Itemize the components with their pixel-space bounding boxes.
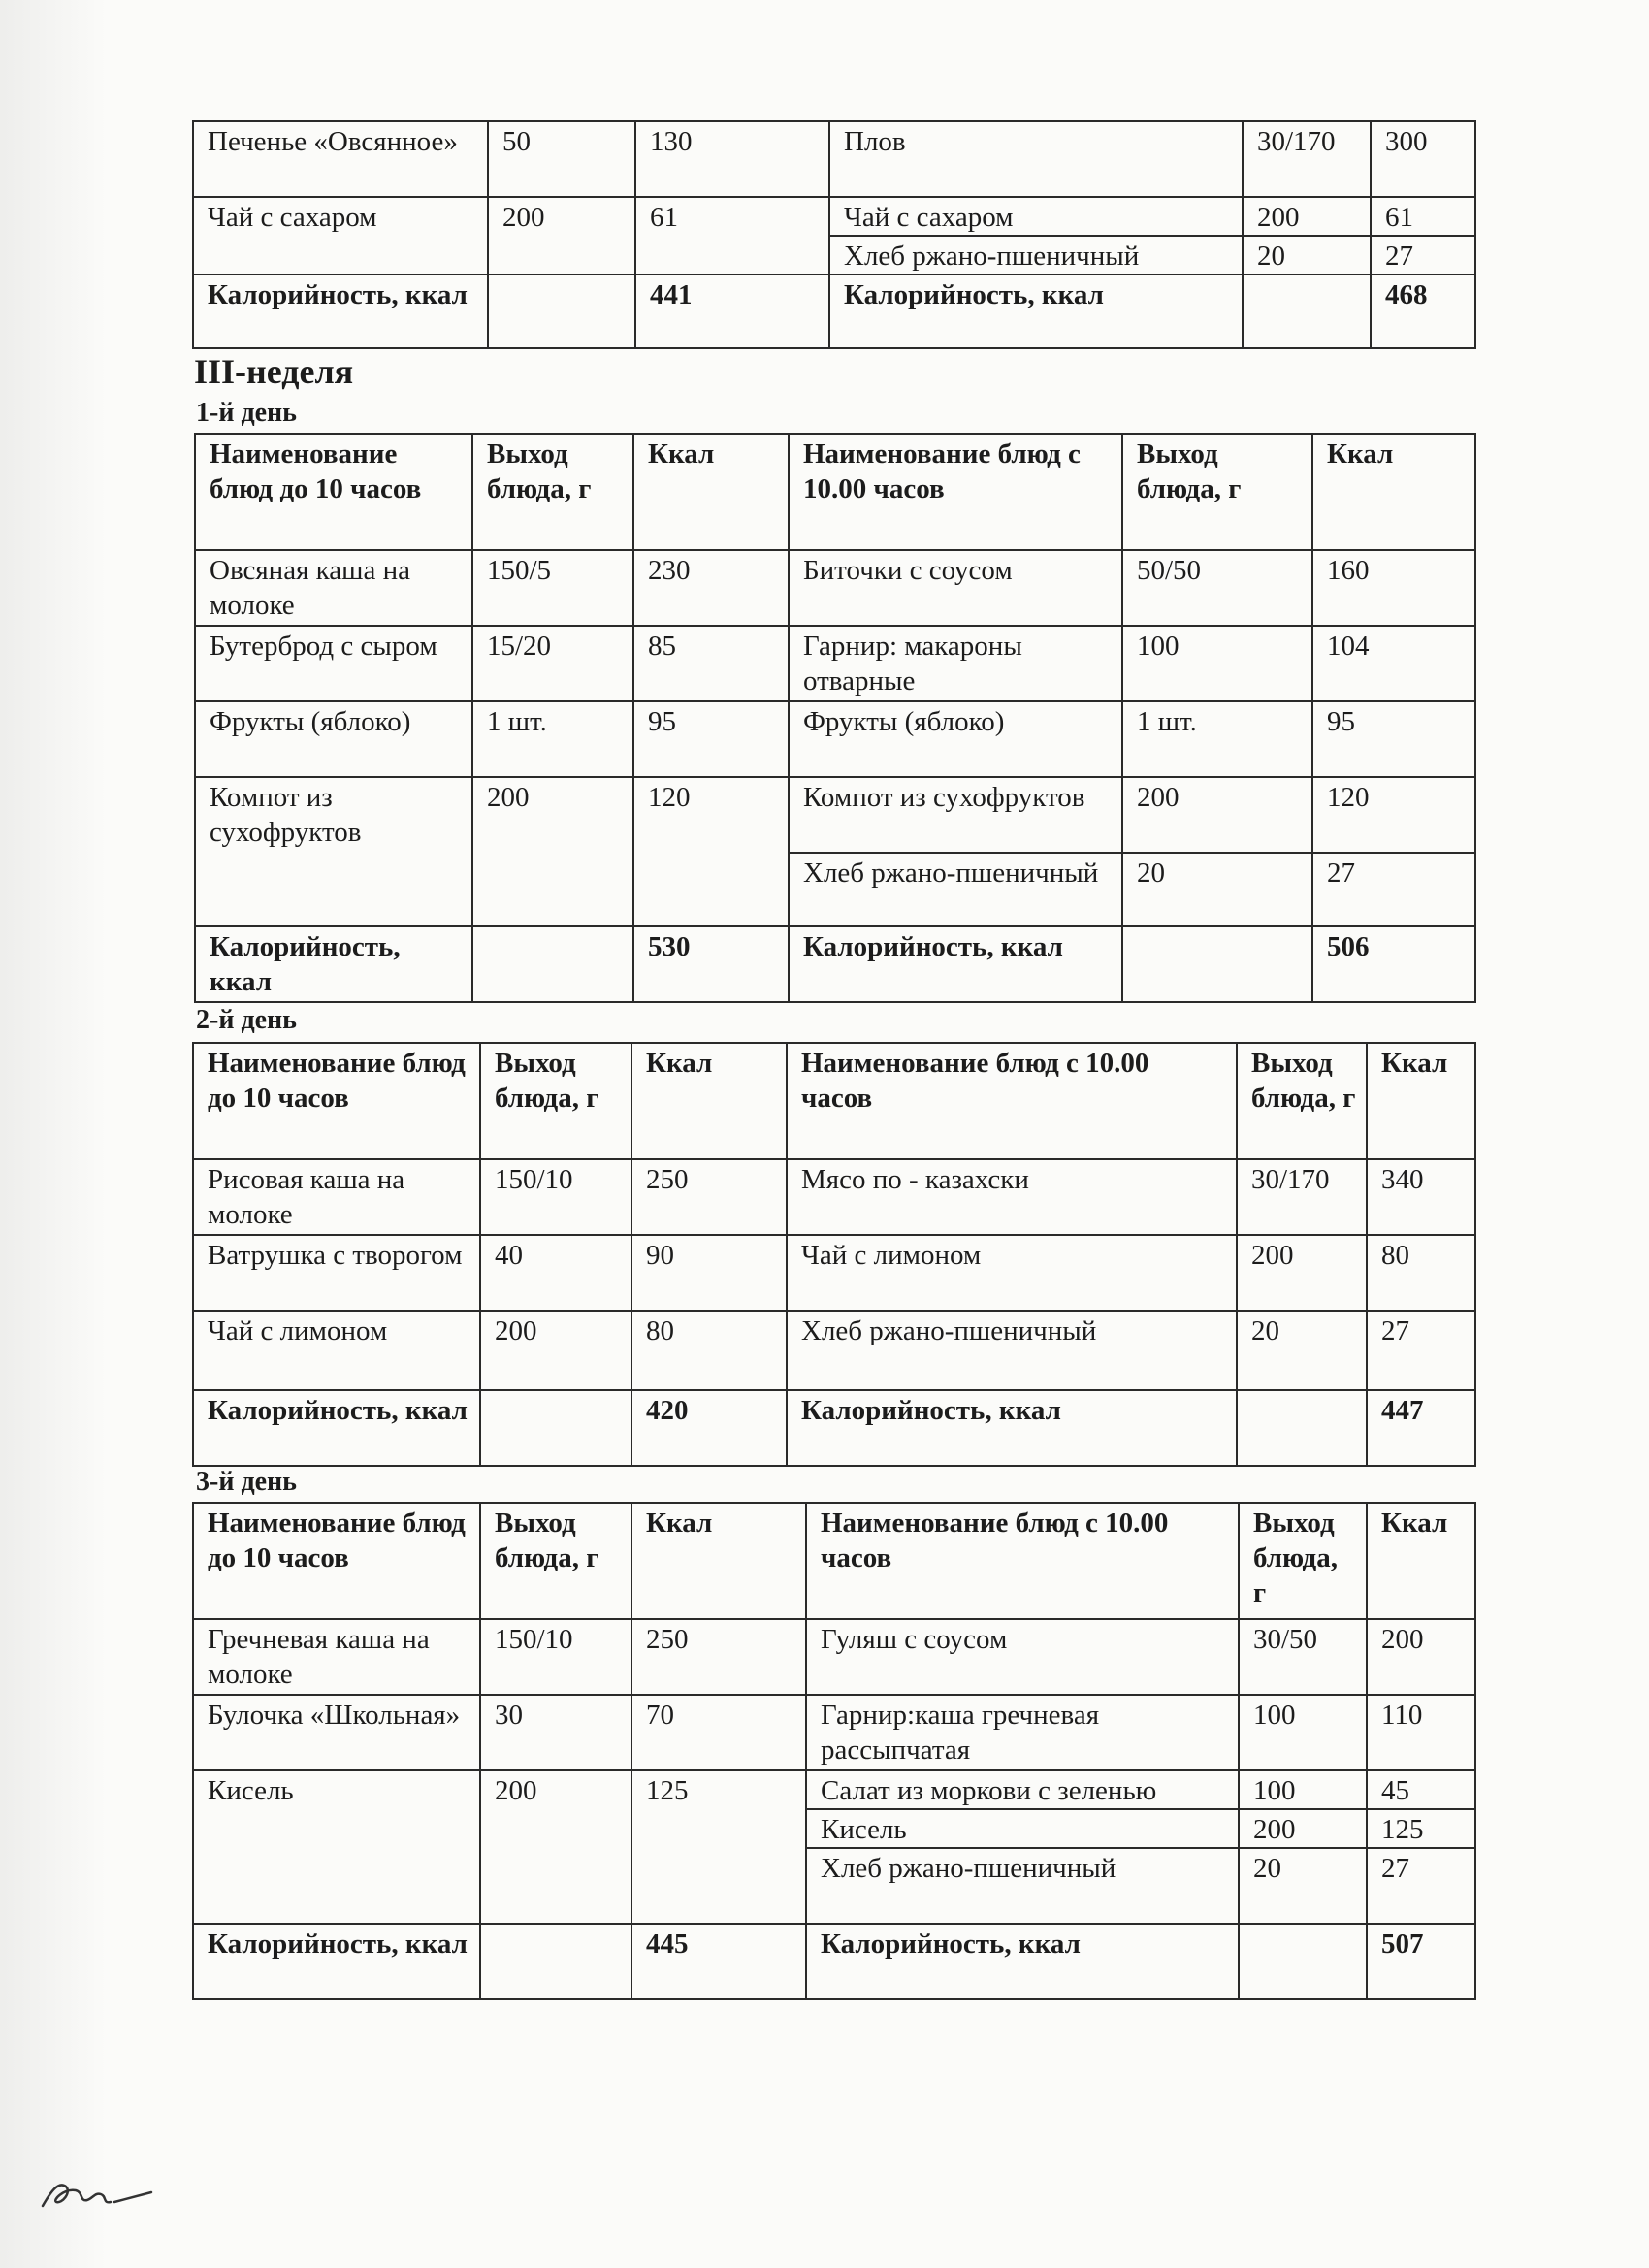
portion: 20 <box>1243 236 1371 275</box>
kcal: 300 <box>1371 121 1475 197</box>
portion <box>480 1924 631 1999</box>
menu-table-day-2 <box>192 1042 1476 1467</box>
dish-name: Биточки с соусом <box>789 550 1122 626</box>
table-row <box>193 1311 1475 1390</box>
total-label: Калорийность, ккал <box>193 1924 480 1999</box>
day-title: 3-й день <box>196 1467 297 1497</box>
table-row <box>195 777 1475 853</box>
total-row <box>193 275 1475 348</box>
kcal: 160 <box>1312 550 1475 626</box>
dish-name: Хлеб ржано-пшеничный <box>829 236 1243 275</box>
dish-name: Фрукты (яблоко) <box>789 701 1122 777</box>
portion: 20 <box>1237 1311 1367 1390</box>
total-label: Калорийность, ккал <box>787 1390 1237 1466</box>
portion: 30/50 <box>1239 1619 1367 1695</box>
column-header: Выход блюда, г <box>480 1503 631 1619</box>
kcal: 61 <box>1371 197 1475 236</box>
portion: 150/10 <box>480 1159 631 1235</box>
portion <box>1239 1924 1367 1999</box>
handwritten-signature <box>37 2163 163 2221</box>
week-title: III-неделя <box>194 352 354 391</box>
total-kcal: 506 <box>1312 926 1475 1002</box>
header-row <box>193 1043 1475 1159</box>
kcal: 130 <box>635 121 829 197</box>
dish-name: Хлеб ржано-пшеничный <box>787 1311 1237 1390</box>
dish-name: Чай с сахаром <box>193 197 488 275</box>
portion: 30/170 <box>1243 121 1371 197</box>
portion <box>472 926 633 1002</box>
kcal: 95 <box>1312 701 1475 777</box>
column-header: Ккал <box>631 1503 806 1619</box>
kcal: 125 <box>631 1770 806 1924</box>
kcal: 45 <box>1367 1770 1475 1809</box>
portion: 100 <box>1239 1695 1367 1770</box>
menu-table-day-1 <box>194 433 1476 1003</box>
column-header: Выход блюда, г <box>472 434 633 550</box>
total-label: Калорийность, ккал <box>193 1390 480 1466</box>
total-label: Калорийность, ккал <box>195 926 472 1002</box>
portion: 100 <box>1239 1770 1367 1809</box>
column-header: Ккал <box>633 434 789 550</box>
kcal: 120 <box>633 777 789 926</box>
column-header: Выход блюда, г <box>480 1043 631 1159</box>
kcal: 104 <box>1312 626 1475 701</box>
dish-name: Гуляш с соусом <box>806 1619 1239 1695</box>
portion: 200 <box>472 777 633 926</box>
dish-name: Гарнир: макароны отварные <box>789 626 1122 701</box>
total-label: Калорийность, ккал <box>806 1924 1239 1999</box>
total-label: Калорийность, ккал <box>829 275 1243 348</box>
total-kcal: 468 <box>1371 275 1475 348</box>
portion: 20 <box>1122 853 1312 926</box>
kcal: 27 <box>1312 853 1475 926</box>
portion: 200 <box>1237 1235 1367 1311</box>
portion: 50 <box>488 121 635 197</box>
total-kcal: 445 <box>631 1924 806 1999</box>
dish-name: Рисовая каша на молоке <box>193 1159 480 1235</box>
kcal: 27 <box>1371 236 1475 275</box>
total-kcal: 507 <box>1367 1924 1475 1999</box>
dish-name: Ватрушка с творогом <box>193 1235 480 1311</box>
portion <box>480 1390 631 1466</box>
total-kcal: 420 <box>631 1390 787 1466</box>
kcal: 27 <box>1367 1311 1475 1390</box>
header-row <box>193 1503 1475 1619</box>
total-kcal: 447 <box>1367 1390 1475 1466</box>
portion: 30/170 <box>1237 1159 1367 1235</box>
table-row <box>193 197 1475 236</box>
dish-name: Печенье «Овсянное» <box>193 121 488 197</box>
kcal: 80 <box>1367 1235 1475 1311</box>
total-kcal: 530 <box>633 926 789 1002</box>
kcal: 61 <box>635 197 829 275</box>
column-header: Выход блюда, г <box>1239 1503 1367 1619</box>
total-row <box>195 926 1475 1002</box>
kcal: 250 <box>631 1159 787 1235</box>
column-header: Наименование блюд с 10.00 часов <box>789 434 1122 550</box>
dish-name: Бутерброд с сыром <box>195 626 472 701</box>
kcal: 70 <box>631 1695 806 1770</box>
day-title: 1-й день <box>196 398 297 428</box>
portion: 50/50 <box>1122 550 1312 626</box>
column-header: Наименование блюд до 10 часов <box>193 1043 480 1159</box>
table-row <box>193 1695 1475 1770</box>
table-row <box>195 701 1475 777</box>
total-label: Калорийность, ккал <box>193 275 488 348</box>
portion: 40 <box>480 1235 631 1311</box>
kcal: 340 <box>1367 1159 1475 1235</box>
table-row <box>193 1619 1475 1695</box>
dish-name: Фрукты (яблоко) <box>195 701 472 777</box>
dish-name: Кисель <box>806 1809 1239 1848</box>
column-header: Ккал <box>631 1043 787 1159</box>
column-header: Ккал <box>1312 434 1475 550</box>
kcal: 85 <box>633 626 789 701</box>
column-header: Ккал <box>1367 1503 1475 1619</box>
kcal: 250 <box>631 1619 806 1695</box>
table-row <box>195 626 1475 701</box>
kcal: 27 <box>1367 1848 1475 1924</box>
column-header: Наименование блюд до 10 часов <box>193 1503 480 1619</box>
portion: 200 <box>488 197 635 275</box>
kcal: 230 <box>633 550 789 626</box>
table-row <box>193 1159 1475 1235</box>
kcal: 110 <box>1367 1695 1475 1770</box>
portion <box>1237 1390 1367 1466</box>
portion: 200 <box>480 1311 631 1390</box>
kcal: 80 <box>631 1311 787 1390</box>
menu-table-day-3 <box>192 1502 1476 2000</box>
portion: 200 <box>480 1770 631 1924</box>
table-row <box>195 550 1475 626</box>
portion: 100 <box>1122 626 1312 701</box>
total-label: Калорийность, ккал <box>789 926 1122 1002</box>
portion: 15/20 <box>472 626 633 701</box>
dish-name: Чай с сахаром <box>829 197 1243 236</box>
dish-name: Гарнир:каша гречневая рассыпчатая <box>806 1695 1239 1770</box>
portion: 20 <box>1239 1848 1367 1924</box>
table-row <box>193 1770 1475 1809</box>
dish-name: Гречневая каша на молоке <box>193 1619 480 1695</box>
kcal: 125 <box>1367 1809 1475 1848</box>
dish-name: Булочка «Школьная» <box>193 1695 480 1770</box>
table-row <box>193 121 1475 197</box>
portion: 150/10 <box>480 1619 631 1695</box>
dish-name: Компот из сухофруктов <box>789 777 1122 853</box>
day-title: 2-й день <box>196 1005 297 1035</box>
table-row <box>193 1235 1475 1311</box>
total-kcal: 441 <box>635 275 829 348</box>
dish-name: Чай с лимоном <box>787 1235 1237 1311</box>
column-header: Выход блюда, г <box>1122 434 1312 550</box>
column-header: Ккал <box>1367 1043 1475 1159</box>
dish-name: Хлеб ржано-пшеничный <box>806 1848 1239 1924</box>
dish-name: Овсяная каша на молоке <box>195 550 472 626</box>
portion: 1 шт. <box>1122 701 1312 777</box>
dish-name: Плов <box>829 121 1243 197</box>
dish-name: Чай с лимоном <box>193 1311 480 1390</box>
column-header: Наименование блюд с 10.00 часов <box>787 1043 1237 1159</box>
portion: 1 шт. <box>472 701 633 777</box>
column-header: Наименование блюд до 10 часов <box>195 434 472 550</box>
portion <box>488 275 635 348</box>
menu-table-continuation <box>192 120 1476 349</box>
dish-name: Компот из сухофруктов <box>195 777 472 926</box>
kcal: 90 <box>631 1235 787 1311</box>
column-header: Наименование блюд с 10.00 часов <box>806 1503 1239 1619</box>
total-row <box>193 1924 1475 1999</box>
portion: 200 <box>1122 777 1312 853</box>
portion: 200 <box>1239 1809 1367 1848</box>
kcal: 200 <box>1367 1619 1475 1695</box>
portion: 150/5 <box>472 550 633 626</box>
dish-name: Кисель <box>193 1770 480 1924</box>
portion <box>1243 275 1371 348</box>
scan-shadow <box>0 0 107 2268</box>
portion: 200 <box>1243 197 1371 236</box>
dish-name: Салат из моркови с зеленью <box>806 1770 1239 1809</box>
column-header: Выход блюда, г <box>1237 1043 1367 1159</box>
header-row <box>195 434 1475 550</box>
total-row <box>193 1390 1475 1466</box>
portion: 30 <box>480 1695 631 1770</box>
portion <box>1122 926 1312 1002</box>
dish-name: Хлеб ржано-пшеничный <box>789 853 1122 926</box>
kcal: 120 <box>1312 777 1475 853</box>
kcal: 95 <box>633 701 789 777</box>
dish-name: Мясо по - казахски <box>787 1159 1237 1235</box>
